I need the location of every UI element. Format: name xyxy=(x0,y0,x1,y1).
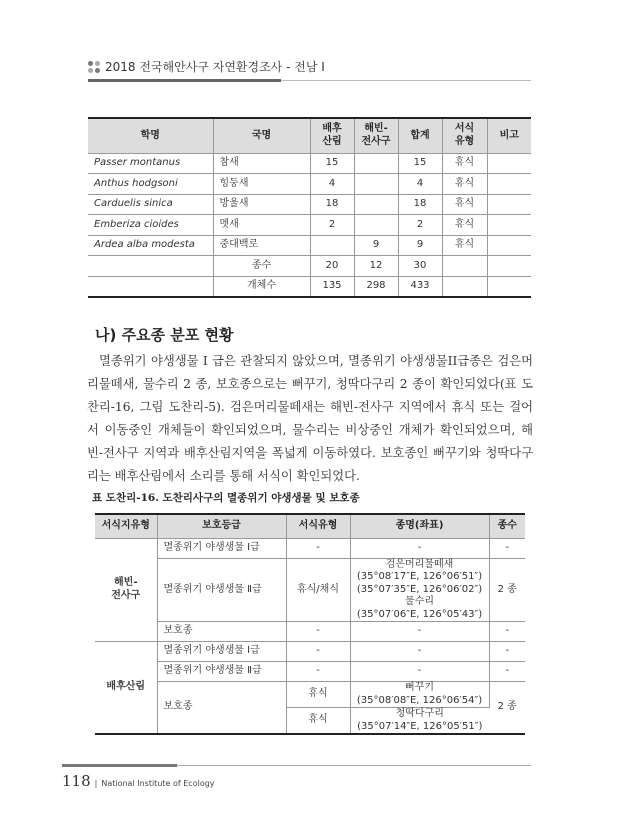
cell: 135 xyxy=(310,276,354,297)
cell: 힝둥새 xyxy=(213,174,310,195)
cell: Ardea alba modesta xyxy=(88,235,213,256)
footer-separator: | xyxy=(94,779,98,788)
cell: 휴식 xyxy=(442,215,487,236)
cell: Emberiza cioides xyxy=(88,215,213,236)
cell: 멸종위기 야생생물 Ⅱ급 xyxy=(157,662,286,682)
cell: 멸종위기 야생생물 Ⅱ급 xyxy=(157,558,286,622)
header-title: 2018 전국해안사구 자연환경조사 - 전남 Ⅰ xyxy=(105,60,325,74)
body-paragraph: 멸종위기 야생생물 I 급은 관찰되지 않았으며, 멸종위기 야생생물II급종은 검은머리물떼새, 물수리 2 종, 보호종으로는 뻐꾸기, 청딱다구리 2 종이 확인되었다(표 도찬리-16, 그림 도찬리-5). 검은머리물떼새는 해빈-전사구 지역에서 휴식 또는 걸어서 이동중인 개체들이 확인되었으며, 물수리는 비상중인 개체가 확인되었으며, 해빈-전사구 지역과 배후산림지역을 폭넓게 이동하였다. 보호종인 뻐꾸기와 청딱다구리는 배후산림에서 소리를 통해 서식이 확인되었다. xyxy=(87,354,533,483)
cell xyxy=(487,194,531,215)
individual-count-row xyxy=(88,276,531,297)
habitat-type-cell: 배후산림 xyxy=(95,642,157,735)
cell: 30 xyxy=(398,256,442,277)
col-header: 종명(좌표) xyxy=(350,514,489,538)
cell: 검은머리물떼새 (35°08′17″E, 126°06′51″) (35°07′35″E, 126°06′02″) 물수리 (35°07′06″E, 126°05′43″) xyxy=(350,558,489,622)
cell: - xyxy=(489,622,525,642)
cell: - xyxy=(350,642,489,662)
cell: 12 xyxy=(354,256,398,277)
cell: 휴식 xyxy=(442,153,487,174)
header-rule-accent xyxy=(88,79,281,82)
section-title: 나) 주요종 분포 현황 xyxy=(95,326,234,344)
cell: 2 xyxy=(398,215,442,236)
table-row xyxy=(88,153,531,174)
cell xyxy=(487,256,531,277)
cell: - xyxy=(286,622,350,642)
cell: 433 xyxy=(398,276,442,297)
species-count-row xyxy=(88,256,531,277)
habitat-type-cell: 해빈- 전사구 xyxy=(95,538,157,642)
cell: 참새 xyxy=(213,153,310,174)
cell: 중대백로 xyxy=(213,235,310,256)
cell: 2 xyxy=(310,215,354,236)
table-row xyxy=(95,558,525,622)
cell: 20 xyxy=(310,256,354,277)
cell: - xyxy=(286,538,350,558)
cell: 9 xyxy=(398,235,442,256)
cell: 4 xyxy=(398,174,442,195)
cell xyxy=(354,215,398,236)
cell xyxy=(442,276,487,297)
table-row xyxy=(88,215,531,236)
cell: 15 xyxy=(398,153,442,174)
cell: 18 xyxy=(310,194,354,215)
cell xyxy=(88,276,213,297)
cell: 멸종위기 야생생물 Ⅰ급 xyxy=(157,642,286,662)
row-label: 개체수 xyxy=(213,276,310,297)
cell: - xyxy=(350,662,489,682)
cell: 휴식/채식 xyxy=(286,558,350,622)
cell: 휴식 xyxy=(442,174,487,195)
cell xyxy=(310,235,354,256)
col-header: 서식지유형 xyxy=(95,514,157,538)
cell xyxy=(487,153,531,174)
table-header-row xyxy=(95,514,525,538)
cell: 멧새 xyxy=(213,215,310,236)
cell xyxy=(88,256,213,277)
col-header: 비고 xyxy=(487,118,531,153)
cell: 2 종 xyxy=(489,558,525,622)
table-row xyxy=(88,174,531,195)
cell: - xyxy=(350,538,489,558)
row-label: 종수 xyxy=(213,256,310,277)
cell: Carduelis sinica xyxy=(88,194,213,215)
col-header: 서식유형 xyxy=(286,514,350,538)
cell: - xyxy=(489,642,525,662)
cell: - xyxy=(350,622,489,642)
col-header: 학명 xyxy=(88,118,213,153)
cell: - xyxy=(489,538,525,558)
cell: - xyxy=(286,662,350,682)
cell xyxy=(487,174,531,195)
col-header: 합계 xyxy=(398,118,442,153)
footer-rule-accent xyxy=(62,764,177,767)
col-header: 배후 산림 xyxy=(310,118,354,153)
table-row xyxy=(95,642,525,662)
cell xyxy=(487,235,531,256)
cell: 보호종 xyxy=(157,622,286,642)
table-row xyxy=(95,538,525,558)
cell: 휴식 xyxy=(442,235,487,256)
cell: Anthus hodgsoni xyxy=(88,174,213,195)
cell: 18 xyxy=(398,194,442,215)
cell xyxy=(354,174,398,195)
endangered-species-table xyxy=(95,513,525,735)
footer xyxy=(62,772,215,790)
cell: 방울새 xyxy=(213,194,310,215)
table-header-row xyxy=(88,118,531,153)
cell: 2 종 xyxy=(489,682,525,735)
table-row xyxy=(88,235,531,256)
cell: 보호종 xyxy=(157,682,286,735)
table-row xyxy=(88,194,531,215)
cell: 9 xyxy=(354,235,398,256)
table-row xyxy=(95,662,525,682)
table-row xyxy=(95,622,525,642)
cell: 뻐꾸기 (35°08′08″E, 126°06′54″) xyxy=(350,682,489,708)
col-header: 국명 xyxy=(213,118,310,153)
cell xyxy=(354,194,398,215)
cell xyxy=(354,153,398,174)
footer-org: National Institute of Ecology xyxy=(101,779,215,788)
col-header: 종수 xyxy=(489,514,525,538)
cell: Passer montanus xyxy=(88,153,213,174)
cell: - xyxy=(489,662,525,682)
cell: - xyxy=(286,642,350,662)
cell: 멸종위기 야생생물 Ⅰ급 xyxy=(157,538,286,558)
header-dots-icon xyxy=(88,61,100,73)
cell: 휴식 xyxy=(286,682,350,708)
col-header: 서식 유형 xyxy=(442,118,487,153)
cell xyxy=(487,276,531,297)
cell: 휴식 xyxy=(442,194,487,215)
cell xyxy=(487,215,531,236)
table-row xyxy=(95,682,525,708)
page-number: 118 xyxy=(62,772,91,790)
running-header xyxy=(88,58,325,75)
cell: 휴식 xyxy=(286,708,350,735)
cell: 4 xyxy=(310,174,354,195)
table-caption: 표 도찬리-16. 도찬리사구의 멸종위기 야생생물 및 보호종 xyxy=(92,492,360,504)
cell: 298 xyxy=(354,276,398,297)
col-header: 해빈- 전사구 xyxy=(354,118,398,153)
col-header: 보호등급 xyxy=(157,514,286,538)
cell: 청딱다구리 (35°07′14″E, 126°05′51″) xyxy=(350,708,489,735)
bird-species-table xyxy=(88,117,531,298)
cell xyxy=(442,256,487,277)
cell: 15 xyxy=(310,153,354,174)
